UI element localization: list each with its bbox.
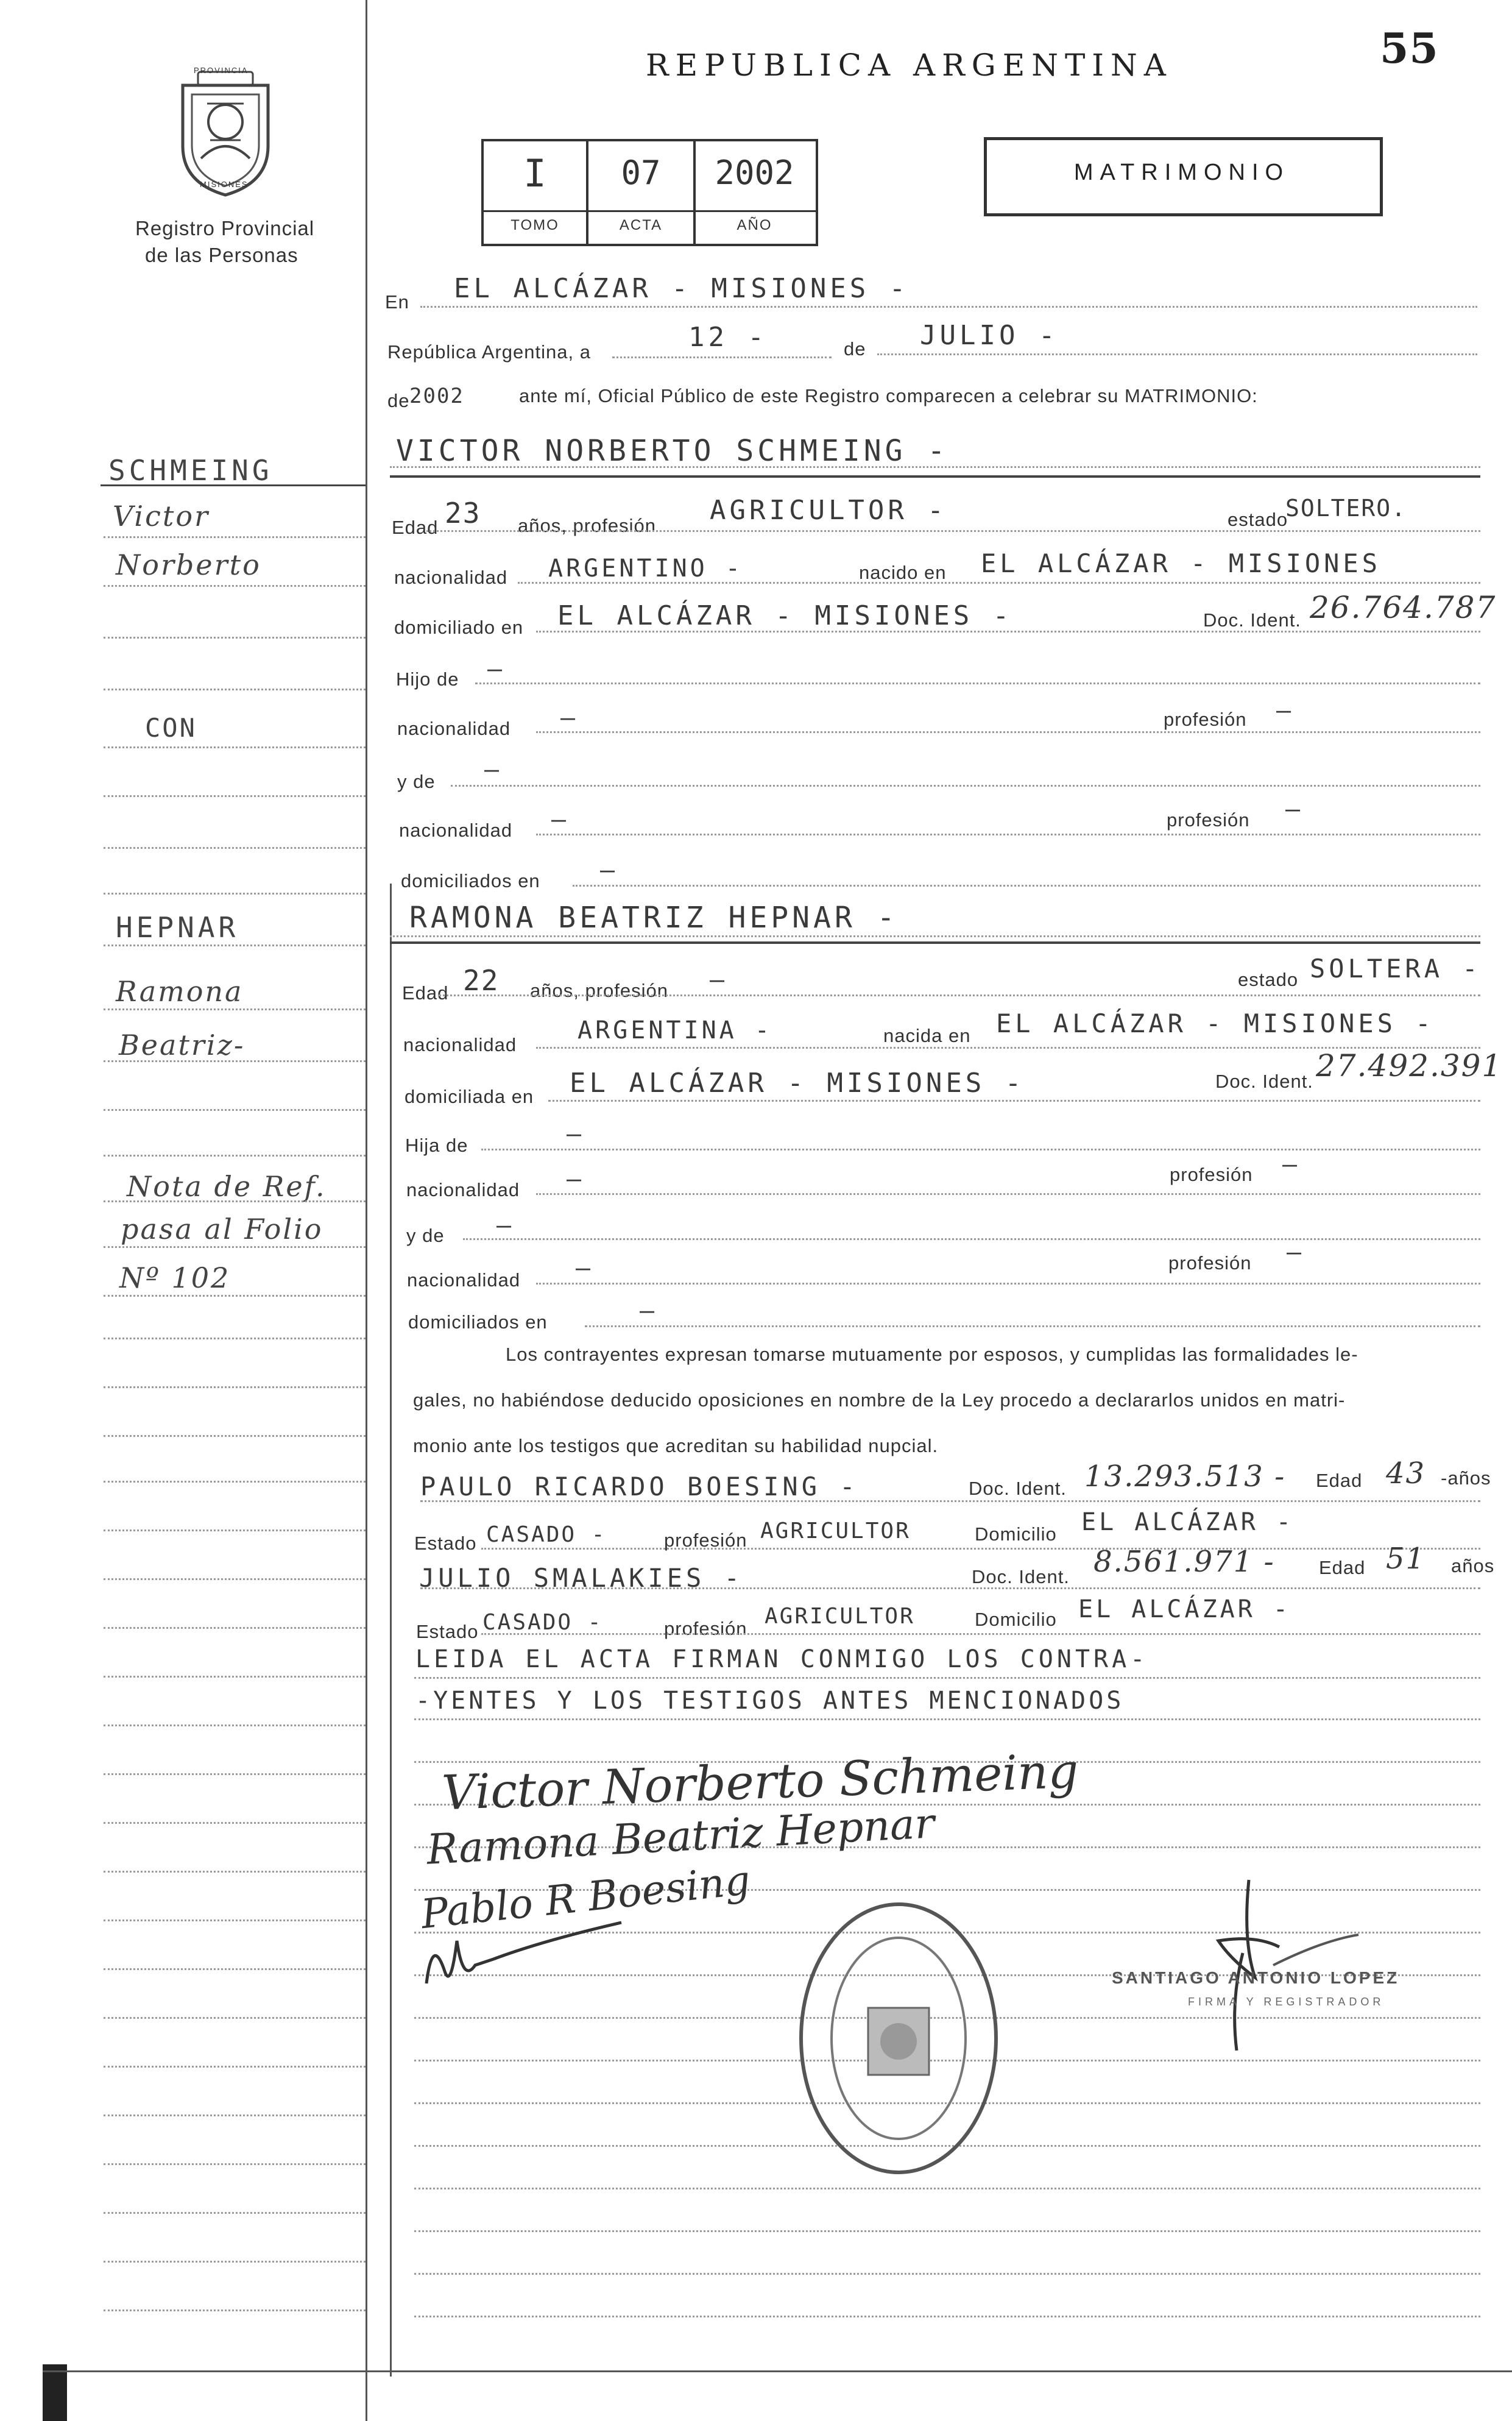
signature-witness1: Pablo R Boesing xyxy=(419,1856,753,1938)
groom-birthplace: EL ALCÁZAR - MISIONES xyxy=(981,548,1382,578)
margin-con: CON xyxy=(145,713,197,743)
ano-label: AÑO xyxy=(737,217,772,233)
dots-blank-r12 xyxy=(414,2230,1480,2232)
registrar-signature-icon xyxy=(1206,1868,1365,2063)
witness1-anos-label: -años xyxy=(1441,1467,1491,1489)
witness1-profession: AGRICULTOR xyxy=(760,1519,911,1544)
dots-margin-9 xyxy=(104,945,366,946)
page-number: 55 xyxy=(1380,24,1439,73)
bride-doc: 27.492.391 xyxy=(1316,1048,1503,1083)
bottom-rule xyxy=(43,2370,1512,2372)
margin-groom-second: Norberto xyxy=(116,548,261,581)
acta-value: 07 xyxy=(621,154,661,192)
dots-closing2 xyxy=(414,1718,1480,1720)
dots-margin-37 xyxy=(104,2309,366,2311)
groom-nacido-label: nacido en xyxy=(859,562,947,583)
seal-text-bottom: MISIONES xyxy=(200,180,249,189)
bride-prof2: — xyxy=(1287,1238,1305,1266)
witness2-doc: 8.561.971 - xyxy=(1093,1545,1275,1579)
witness2-anos-label: años xyxy=(1451,1555,1495,1576)
margin-note-line1: Nota de Ref. xyxy=(127,1170,327,1203)
closing-line1: LEIDA EL ACTA FIRMAN CONMIGO LOS CONTRA- xyxy=(415,1645,1149,1673)
country-title: REPUBLICA ARGENTINA xyxy=(646,48,1173,83)
registrar-title: FIRMA Y REGISTRADOR xyxy=(1188,1996,1385,2008)
witness1-estado: CASADO - xyxy=(486,1522,607,1547)
groom-nac2-label: nacionalidad xyxy=(399,820,513,841)
dots-w2-name xyxy=(420,1587,1480,1589)
witness2-name: JULIO SMALAKIES - xyxy=(419,1563,743,1593)
bride-edad-label: Edad xyxy=(402,982,449,1004)
groom-prof2-label: profesión xyxy=(1167,809,1250,831)
bride-nacida-label: nacida en xyxy=(883,1025,971,1046)
dots-margin-29 xyxy=(104,1919,366,1921)
witness1-estado-label: Estado xyxy=(414,1533,477,1554)
margin-rule-groom xyxy=(101,484,366,486)
dots-margin-28 xyxy=(104,1871,366,1873)
dots-blank-r14 xyxy=(414,2316,1480,2317)
dots-margin-31 xyxy=(104,2017,366,2019)
groom-prof1: — xyxy=(1276,697,1295,725)
bride-prof1-label: profesión xyxy=(1170,1164,1253,1185)
bride-nacionalidad-label: nacionalidad xyxy=(403,1034,517,1055)
witness1-edad-label: Edad xyxy=(1316,1470,1363,1491)
dots-margin-10 xyxy=(104,1008,366,1010)
signature-bride: Ramona Beatriz Hepnar xyxy=(425,1799,936,1874)
bride-nac1: — xyxy=(567,1165,585,1193)
dots-bride-doms xyxy=(585,1325,1480,1327)
de-label: de xyxy=(844,338,866,360)
registry-name-line1: Registro Provincial xyxy=(135,217,315,239)
dots-margin-22 xyxy=(104,1578,366,1580)
dots-groom-nac2 xyxy=(536,834,1480,835)
dots-margin-13 xyxy=(104,1155,366,1157)
groom-prof2: — xyxy=(1285,795,1304,823)
bride-yde-label: y de xyxy=(406,1225,445,1246)
dots-margin-27 xyxy=(104,1822,366,1824)
dots-margin-5 xyxy=(104,746,366,748)
dots-blank-r11 xyxy=(414,2188,1480,2189)
bride-prof2-label: profesión xyxy=(1168,1252,1252,1274)
dots-margin-6 xyxy=(104,795,366,797)
seal-text-top: PROVINCIA xyxy=(194,66,249,75)
dots-margin-35 xyxy=(104,2212,366,2214)
marriage-month: JULIO - xyxy=(920,320,1059,351)
declaration-line3: monio ante los testigos que acreditan su habilidad nupcial. xyxy=(413,1435,939,1456)
groom-yde-label: y de xyxy=(397,771,436,792)
dots-margin-36 xyxy=(104,2261,366,2263)
bride-domiciliados-label: domiciliados en xyxy=(408,1311,548,1333)
dots-margin-23 xyxy=(104,1627,366,1629)
republica-label: República Argentina, a xyxy=(387,341,591,363)
bride-doc-label: Doc. Ident. xyxy=(1215,1071,1313,1092)
declaration-line1: Los contrayentes expresan tomarse mutuamente por esposos, y cumplidas las formalidades le- xyxy=(506,1344,1358,1365)
dots-margin-20 xyxy=(104,1481,366,1483)
bride-birthplace: EL ALCÁZAR - MISIONES - xyxy=(996,1008,1435,1038)
groom-domicile: EL ALCÁZAR - MISIONES - xyxy=(557,600,1013,631)
dots-month xyxy=(877,353,1477,355)
witness2-domicile: EL ALCÁZAR - xyxy=(1078,1595,1291,1623)
bride-domicile: EL ALCÁZAR - MISIONES - xyxy=(570,1068,1025,1099)
dots-margin-25 xyxy=(104,1724,366,1726)
ante-text: ante mí, Oficial Público de este Registro comparecen a celebrar su MATRIMONIO: xyxy=(519,385,1258,406)
dots-groom-dom xyxy=(536,631,1480,633)
dots-margin-1 xyxy=(104,536,366,538)
dots-w1-name xyxy=(420,1500,1480,1502)
dots-w2-estado xyxy=(481,1633,1480,1635)
witness2-estado: CASADO - xyxy=(482,1610,603,1635)
margin-note-line3: Nº 102 xyxy=(119,1261,231,1294)
witness2-profession: AGRICULTOR xyxy=(765,1604,915,1629)
registry-name-line2: de las Personas xyxy=(145,244,299,266)
margin-bride-second: Beatriz- xyxy=(119,1029,246,1062)
groom-estado: SOLTERO. xyxy=(1285,495,1407,522)
bride-nac2-label: nacionalidad xyxy=(407,1269,521,1291)
groom-doc: 26.764.787 xyxy=(1310,590,1497,625)
bride-prof1: — xyxy=(1282,1150,1301,1179)
dots-margin-32 xyxy=(104,2066,366,2068)
dots-groom-edad xyxy=(426,530,1480,532)
groom-profesion-label: años, profesión xyxy=(518,515,656,536)
bride-profession: — xyxy=(710,966,728,994)
groom-parent1: — xyxy=(487,655,506,683)
dots-w1-estado xyxy=(481,1548,1480,1550)
groom-nacionalidad-label: nacionalidad xyxy=(394,567,508,588)
dots-margin-18 xyxy=(104,1386,366,1388)
acta-label: ACTA xyxy=(619,217,663,233)
signature-witness2-icon xyxy=(420,1916,652,1996)
closing-line2: -YENTES Y LOS TESTIGOS ANTES MENCIONADOS xyxy=(415,1687,1125,1715)
groom-domiciliado-label: domiciliado en xyxy=(394,617,524,638)
witness1-doc: 13.293.513 - xyxy=(1084,1459,1286,1494)
groom-hijo-label: Hijo de xyxy=(396,668,459,690)
dots-margin-19 xyxy=(104,1435,366,1437)
ano-value: 2002 xyxy=(715,154,794,192)
dots-groom-hijo xyxy=(475,682,1480,684)
dots-margin-2 xyxy=(104,585,366,587)
bride-nac1-label: nacionalidad xyxy=(406,1179,520,1200)
witness2-edad-label: Edad xyxy=(1319,1557,1366,1578)
dots-margin-24 xyxy=(104,1676,366,1678)
groom-parent2: — xyxy=(484,756,503,784)
witness1-domicilio-label: Domicilio xyxy=(975,1523,1057,1545)
signature-groom: Victor Norberto Schmeing xyxy=(440,1743,1079,1821)
bride-parent2: — xyxy=(496,1211,515,1239)
dots-margin-33 xyxy=(104,2114,366,2116)
marriage-day: 12 - xyxy=(688,322,768,353)
dots-margin-11 xyxy=(104,1060,366,1062)
rule-bride-name xyxy=(390,941,1480,944)
dots-bride-yde xyxy=(463,1238,1480,1240)
witness1-name: PAULO RICARDO BOESING - xyxy=(420,1472,859,1501)
dots-groom-yde xyxy=(451,785,1480,787)
witness2-estado-label: Estado xyxy=(416,1621,479,1642)
official-stamp-icon xyxy=(795,1898,1002,2178)
groom-edad-label: Edad xyxy=(392,517,439,538)
bride-full-name: RAMONA BEATRIZ HEPNAR - xyxy=(409,901,899,935)
witness2-domicilio-label: Domicilio xyxy=(975,1609,1057,1630)
dots-bride-name xyxy=(390,935,1480,937)
margin-rule-left xyxy=(366,0,367,2421)
margin-bride-surname: HEPNAR xyxy=(116,911,239,944)
groom-nac1: — xyxy=(560,704,579,732)
dots-margin-15 xyxy=(104,1246,366,1248)
groom-domiciliados-label: domiciliados en xyxy=(401,870,540,891)
dots-blank-r13 xyxy=(414,2273,1480,2275)
groom-nac2: — xyxy=(551,806,570,834)
groom-doc-label: Doc. Ident. xyxy=(1203,609,1301,631)
dots-groom-name xyxy=(390,466,1480,468)
dots-bride-edad xyxy=(439,994,1480,996)
marriage-year: 2002 xyxy=(409,384,464,408)
en-label: En xyxy=(385,291,409,313)
registrar-name: SANTIAGO ANTONIO LOPEZ xyxy=(1112,1968,1400,1987)
dots-bride-dom xyxy=(548,1100,1480,1102)
dots-margin-7 xyxy=(104,847,366,849)
bride-profesion-label: años, profesión xyxy=(530,980,668,1001)
witness2-profesion-label: profesión xyxy=(664,1618,747,1639)
binding-edge xyxy=(43,2364,67,2421)
marriage-place: EL ALCÁZAR - MISIONES - xyxy=(454,273,910,304)
groom-age: 23 xyxy=(445,497,481,530)
groom-parents-domicile: — xyxy=(600,856,618,884)
witness1-domicile: EL ALCÁZAR - xyxy=(1081,1508,1294,1536)
margin-groom-surname: SCHMEING xyxy=(108,454,273,487)
dots-margin-26 xyxy=(104,1773,366,1775)
tomo-label: TOMO xyxy=(510,217,559,233)
bride-nac2: — xyxy=(576,1254,594,1282)
dots-margin-14 xyxy=(104,1200,366,1202)
margin-note-line2: pasa al Folio xyxy=(121,1213,323,1246)
dots-margin-21 xyxy=(104,1530,366,1531)
dots-margin-3 xyxy=(104,637,366,639)
dots-margin-34 xyxy=(104,2163,366,2165)
de2-label: de xyxy=(387,390,410,411)
groom-nationality: ARGENTINO - xyxy=(548,555,743,583)
tomo-value: I xyxy=(523,151,546,196)
dots-margin-16 xyxy=(104,1295,366,1297)
dots-margin-8 xyxy=(104,893,366,895)
margin-groom-first: Victor xyxy=(113,500,210,533)
bride-age: 22 xyxy=(463,964,500,997)
dots-groom-nac1 xyxy=(536,731,1480,733)
witness1-doc-label: Doc. Ident. xyxy=(969,1478,1067,1499)
bride-parents-domicile: — xyxy=(640,1297,658,1325)
witness2-age: 51 xyxy=(1386,1542,1426,1576)
dots-bride-nac2 xyxy=(536,1283,1480,1285)
witness1-age: 43 xyxy=(1386,1456,1426,1491)
dots-day xyxy=(612,356,832,358)
bride-estado: SOLTERA - xyxy=(1310,954,1482,984)
groom-profession: AGRICULTOR - xyxy=(710,495,947,526)
dots-closing1 xyxy=(414,1677,1480,1679)
groom-full-name: VICTOR NORBERTO SCHMEING - xyxy=(396,434,949,468)
dots-groom-nac xyxy=(518,582,1480,584)
dots-bride-nac1 xyxy=(536,1193,1480,1195)
dots-margin-30 xyxy=(104,1968,366,1970)
box-divider-h xyxy=(481,210,816,212)
bride-estado-label: estado xyxy=(1238,969,1299,990)
groom-prof1-label: profesión xyxy=(1164,709,1247,730)
dots-bride-hija xyxy=(481,1149,1480,1150)
dots-margin-17 xyxy=(104,1338,366,1339)
groom-nac1-label: nacionalidad xyxy=(397,718,511,739)
margin-rule-right xyxy=(390,884,392,2377)
bride-hija-label: Hija de xyxy=(405,1135,468,1156)
witness1-profesion-label: profesión xyxy=(664,1530,747,1551)
rule-groom-name xyxy=(390,475,1480,478)
bride-domiciliada-label: domiciliada en xyxy=(404,1086,534,1107)
margin-bride-first: Ramona xyxy=(116,975,244,1008)
dots-groom-doms xyxy=(573,885,1480,887)
groom-estado-label: estado xyxy=(1228,509,1288,530)
declaration-line2: gales, no habiéndose deducido oposiciones en nombre de la Ley procedo a declararlos unidos en matri- xyxy=(413,1389,1346,1411)
dots-place xyxy=(420,306,1477,308)
dots-margin-4 xyxy=(104,689,366,690)
doc-type: MATRIMONIO xyxy=(1073,160,1290,185)
bride-nationality: ARGENTINA - xyxy=(578,1016,772,1044)
bride-parent1: — xyxy=(567,1120,585,1148)
dots-margin-12 xyxy=(104,1109,366,1111)
witness2-doc-label: Doc. Ident. xyxy=(972,1566,1070,1587)
